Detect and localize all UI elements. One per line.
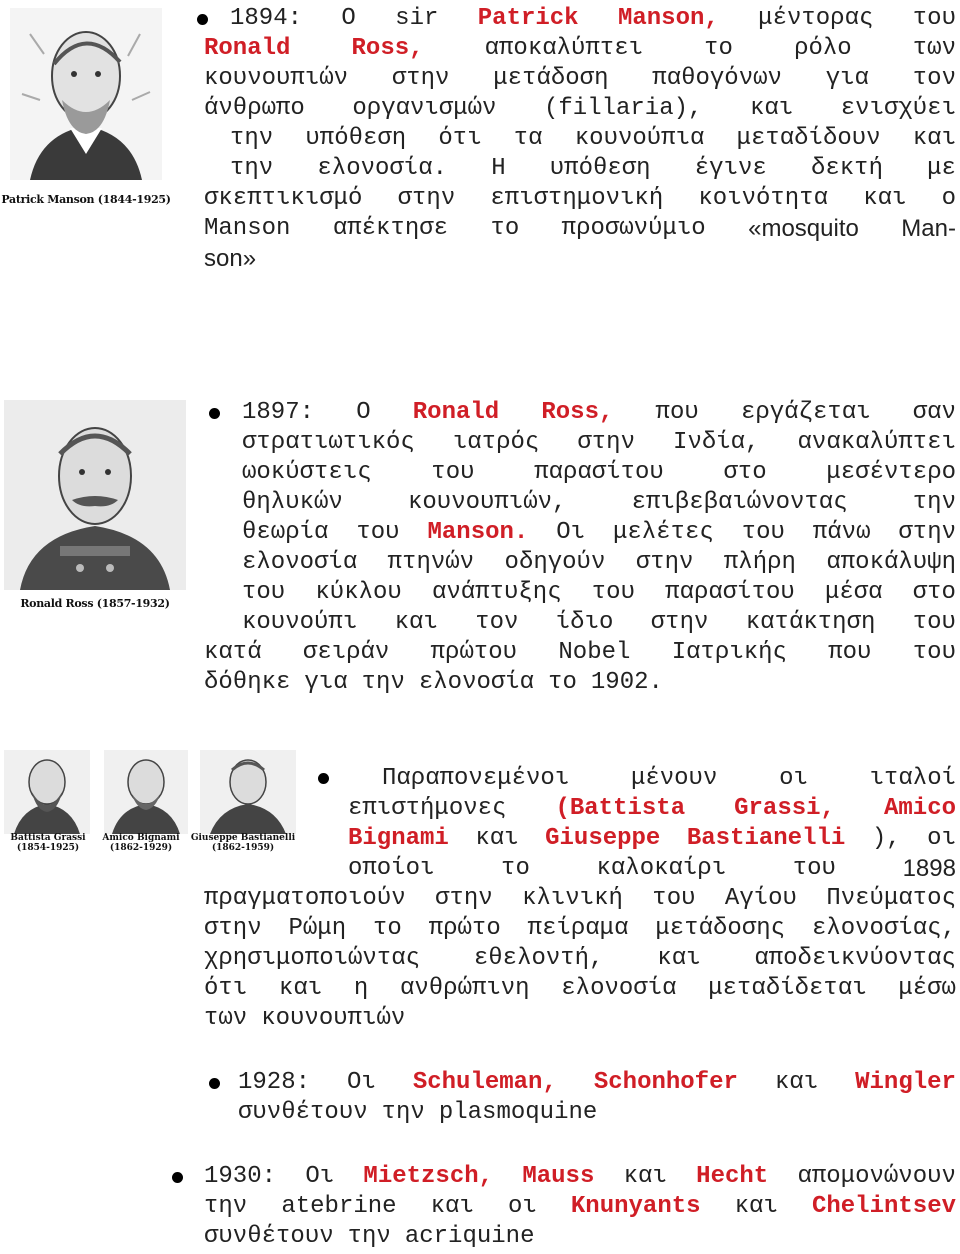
highlighted-name: Grassi, xyxy=(734,795,835,822)
word: οι xyxy=(779,765,808,792)
text-line xyxy=(348,824,956,854)
portrait-ronald-ross xyxy=(0,396,190,614)
word: δόθηκε xyxy=(204,669,291,696)
word: 1897: xyxy=(242,399,315,426)
word: επιβεβαιώνοντας xyxy=(631,489,848,516)
bullet-1898 xyxy=(318,773,329,784)
word: το xyxy=(704,35,733,62)
highlighted-name: Wingler xyxy=(855,1069,956,1096)
word: η xyxy=(353,975,369,1002)
word: μετάδοση xyxy=(493,65,609,92)
word: χρησιμοποιώντας xyxy=(204,945,421,972)
word: συνθέτουν xyxy=(238,1099,368,1126)
text-line xyxy=(204,1004,956,1034)
word: Πνεύματος xyxy=(826,885,956,912)
word: σειράν xyxy=(302,639,390,666)
word: ο xyxy=(941,185,956,212)
word: την xyxy=(230,125,274,152)
word: μέσω xyxy=(898,975,956,1002)
word: «mosquito xyxy=(748,215,859,242)
word: πρώτο xyxy=(428,915,501,942)
word: υπόθεση xyxy=(549,155,651,182)
word: στην xyxy=(435,885,493,912)
word: Ιατρικής xyxy=(671,639,787,666)
word: κουνουπιών xyxy=(261,1005,406,1032)
word: το xyxy=(548,669,577,696)
word: του xyxy=(912,639,956,666)
word: αποδεικνύοντας xyxy=(754,945,956,972)
word: κουνούπι xyxy=(242,609,358,636)
word: Ινδία, xyxy=(673,429,760,456)
word: τον xyxy=(475,609,519,636)
word: ), xyxy=(871,825,901,852)
word: Αγίου xyxy=(724,885,797,912)
highlighted-name: Giuseppe xyxy=(545,825,661,852)
word: μέσα xyxy=(824,579,883,606)
highlighted-name: Amico xyxy=(883,795,956,822)
word: ανακαλύπτει xyxy=(797,429,956,456)
highlighted-name: Ronald xyxy=(412,399,500,426)
text-line xyxy=(242,488,956,518)
caption-bastianelli: Giuseppe Bastianelli (1862-1959) xyxy=(190,833,296,853)
word: ρόλο xyxy=(794,35,852,62)
word: των xyxy=(204,1005,248,1032)
group-captions xyxy=(0,834,300,854)
portrait-caption: Patrick Manson (1844-1925) xyxy=(1,193,171,206)
word: στην xyxy=(204,915,262,942)
text-line xyxy=(204,94,956,124)
word: την xyxy=(204,1193,248,1220)
word: που xyxy=(828,639,872,666)
word: δεκτή xyxy=(810,155,883,182)
word: σκεπτικισμό xyxy=(204,185,363,212)
word: μετάδοσης xyxy=(655,915,786,942)
word: ότι xyxy=(204,975,248,1002)
word: Ο xyxy=(356,399,371,426)
word: τον xyxy=(912,65,956,92)
word: καλοκαίρι xyxy=(596,855,727,882)
word: την xyxy=(230,155,274,182)
word: ελονοσίας, xyxy=(811,915,956,942)
word: το xyxy=(501,855,530,882)
highlighted-name: Ross, xyxy=(351,35,424,62)
word: και xyxy=(912,125,956,152)
text-line xyxy=(204,1192,956,1222)
word: στην xyxy=(397,185,456,212)
caption-bignami: Amico Bignami (1862-1929) xyxy=(102,833,180,853)
text-line xyxy=(230,154,956,184)
word: την xyxy=(381,1099,425,1126)
highlighted-name: Mietzsch, xyxy=(363,1163,494,1190)
word: του xyxy=(912,5,956,32)
word: οργανισμών xyxy=(352,95,497,122)
word: 1898 xyxy=(902,855,956,882)
text-line xyxy=(242,428,956,458)
highlighted-name: Hecht xyxy=(696,1163,769,1190)
word: οδηγούν xyxy=(504,549,606,576)
word: και xyxy=(863,185,907,212)
word: και xyxy=(734,1193,778,1220)
word: υπόθεση xyxy=(305,125,407,152)
text-line xyxy=(204,184,956,214)
text-line xyxy=(238,1068,956,1098)
word: και xyxy=(774,1069,819,1096)
word: μεταδίδουν xyxy=(736,125,881,152)
bullet-1930 xyxy=(172,1172,183,1183)
word: sir xyxy=(395,5,439,32)
word: στην xyxy=(577,429,635,456)
word: την xyxy=(912,489,956,516)
text-line xyxy=(242,458,956,488)
word: Nobel xyxy=(558,639,631,666)
word: Οι xyxy=(556,519,586,546)
word: αποκαλύπτει xyxy=(484,35,644,62)
word: μέντορας xyxy=(758,5,874,32)
word: με xyxy=(927,155,956,182)
word: του xyxy=(912,609,956,636)
word: acriquine xyxy=(404,1223,535,1250)
word: μεταδίδεται xyxy=(708,975,867,1002)
word: αποκάλυψη xyxy=(826,549,956,576)
word: ελονοσία xyxy=(561,975,677,1002)
word: του xyxy=(591,579,635,606)
word: και xyxy=(430,1193,474,1220)
word: πρώτου xyxy=(430,639,518,666)
word: οποίοι xyxy=(348,855,435,882)
highlighted-name: Bastianelli xyxy=(686,825,846,852)
highlighted-name: Knunyants xyxy=(570,1193,701,1220)
word: Η xyxy=(491,155,506,182)
word: και xyxy=(749,95,794,122)
text-line xyxy=(242,578,956,608)
highlighted-name: Bignami xyxy=(348,825,449,852)
word: son» xyxy=(204,245,257,272)
word: συνθέτουν xyxy=(204,1223,334,1250)
word: θηλυκών xyxy=(242,489,343,516)
word: για xyxy=(825,65,869,92)
word: στην xyxy=(391,65,450,92)
word: που xyxy=(655,399,699,426)
text-line xyxy=(204,668,956,698)
word: μεσέντερο xyxy=(826,459,956,486)
word: στην xyxy=(635,549,694,576)
highlighted-name: Ronald xyxy=(204,35,291,62)
word: ελονοσία xyxy=(418,669,535,696)
word: κατά xyxy=(204,639,262,666)
text-line xyxy=(382,764,956,794)
word: μένουν xyxy=(630,765,718,792)
text-line xyxy=(204,638,956,668)
word: οι xyxy=(927,825,956,852)
word: του xyxy=(741,519,785,546)
word: πείραμα xyxy=(527,915,629,942)
text-line xyxy=(230,124,956,154)
word: ενισχύει xyxy=(840,95,956,122)
word: σαν xyxy=(912,399,956,426)
word: κύκλου xyxy=(315,579,402,606)
word: και xyxy=(657,945,701,972)
text-line xyxy=(242,548,956,578)
text-line xyxy=(242,608,956,638)
word: για xyxy=(304,669,348,696)
highlighted-name: Chelintsev xyxy=(811,1193,956,1220)
text-line xyxy=(204,914,956,944)
word: το xyxy=(373,915,402,942)
word: 1930: xyxy=(204,1163,277,1190)
word: του xyxy=(652,885,696,912)
word: 1902. xyxy=(590,669,663,696)
highlighted-name: Manson. xyxy=(427,519,529,546)
word: ελονοσία. xyxy=(317,155,448,182)
word: άνθρωπο xyxy=(204,95,305,122)
word: προσωνύμιο xyxy=(561,215,706,242)
word: απέκτησε xyxy=(332,215,449,242)
word: ελονοσία xyxy=(242,549,358,576)
word: μελέτες xyxy=(612,519,714,546)
text-line xyxy=(204,1222,956,1252)
word: και xyxy=(394,609,438,636)
portrait-patrick-manson xyxy=(0,4,172,208)
word: ιταλοί xyxy=(869,765,956,792)
portrait-group-italians xyxy=(0,748,300,866)
word: Man- xyxy=(901,215,956,242)
word: του xyxy=(356,519,400,546)
word: ωοκύστεις xyxy=(242,459,372,486)
word: στην xyxy=(650,609,709,636)
word: το xyxy=(490,215,520,242)
word: στο xyxy=(912,579,956,606)
word: παρασίτου xyxy=(665,579,795,606)
italian-scientists-sketch xyxy=(0,748,300,834)
text-line xyxy=(204,64,956,94)
word: Ο xyxy=(341,5,356,32)
highlighted-name: Schonhofer xyxy=(593,1069,738,1096)
text-line xyxy=(348,794,956,824)
word: και xyxy=(278,975,323,1002)
word: οι xyxy=(507,1193,537,1220)
word: στρατιωτικός xyxy=(242,429,415,456)
word: πτηνών xyxy=(387,549,475,576)
text-line xyxy=(204,244,956,274)
caption-grassi: Battista Grassi (1854-1925) xyxy=(10,833,86,853)
word: παρασίτου xyxy=(534,459,664,486)
text-line xyxy=(242,518,956,548)
word: Οι xyxy=(305,1163,335,1190)
bullet-1928 xyxy=(209,1078,220,1089)
word: κουνούπια xyxy=(574,125,705,152)
word: θεωρία xyxy=(242,519,329,546)
word: πραγματοποιούν xyxy=(204,885,406,912)
word: ιατρός xyxy=(452,429,540,456)
word: και xyxy=(623,1163,667,1190)
word: του xyxy=(242,579,286,606)
highlighted-name: Ross, xyxy=(541,399,614,426)
word: του xyxy=(431,459,475,486)
text-line xyxy=(204,884,956,914)
word: Manson xyxy=(204,215,291,242)
highlighted-name: Manson, xyxy=(617,5,719,32)
word: επιστήμονες xyxy=(348,795,507,822)
portrait-caption: Ronald Ross (1857-1932) xyxy=(20,597,170,610)
word: ανάπτυξης xyxy=(431,579,562,606)
word: στην xyxy=(898,519,956,546)
highlighted-name: Mauss xyxy=(522,1163,595,1190)
word: κουνουπιών, xyxy=(407,489,567,516)
highlighted-name: Patrick xyxy=(477,5,579,32)
text-line xyxy=(204,34,956,64)
word: Παραπονεμένοι xyxy=(382,765,570,792)
word: κουνουπιών xyxy=(204,65,349,92)
highlighted-name: Schuleman, xyxy=(412,1069,557,1096)
text-line xyxy=(242,398,956,428)
bullet-1897 xyxy=(209,408,220,419)
word: πάνω xyxy=(812,519,871,546)
text-line xyxy=(238,1098,956,1128)
text-line xyxy=(204,944,956,974)
word: (fillaria), xyxy=(543,95,703,122)
patrick-manson-sketch xyxy=(0,4,172,184)
word: κοινότητα xyxy=(698,185,829,212)
word: Οι xyxy=(347,1069,376,1096)
text-line xyxy=(348,854,956,884)
word: εθελοντή, xyxy=(473,945,604,972)
text-line xyxy=(204,214,956,244)
word: την xyxy=(361,669,405,696)
text-line xyxy=(204,1162,956,1192)
word: τα xyxy=(513,125,543,152)
word: κλινική xyxy=(522,885,623,912)
word: την xyxy=(347,1223,391,1250)
text-line xyxy=(204,974,956,1004)
word: Ρώμη xyxy=(288,915,347,942)
word: του xyxy=(792,855,836,882)
word: atebrine xyxy=(281,1193,397,1220)
word: επιστημονική xyxy=(490,185,664,212)
word: εργάζεται xyxy=(740,399,871,426)
word: των xyxy=(912,35,956,62)
word: 1894: xyxy=(230,5,303,32)
word: κατάκτηση xyxy=(745,609,876,636)
word: απομονώνουν xyxy=(797,1163,956,1190)
text-line xyxy=(230,4,956,34)
word: ίδιο xyxy=(555,609,614,636)
word: παθογόνων xyxy=(652,65,782,92)
word: στο xyxy=(723,459,767,486)
word: πλήρη xyxy=(723,549,796,576)
highlighted-name: (Battista xyxy=(555,795,686,822)
word: έγινε xyxy=(694,155,767,182)
bullet-1894 xyxy=(197,14,208,25)
ronald-ross-sketch xyxy=(0,396,190,594)
word: 1928: xyxy=(238,1069,311,1096)
word: και xyxy=(475,825,519,852)
word: ότι xyxy=(438,125,482,152)
word: plasmoquine xyxy=(438,1099,598,1126)
word: ανθρώπινη xyxy=(399,975,530,1002)
